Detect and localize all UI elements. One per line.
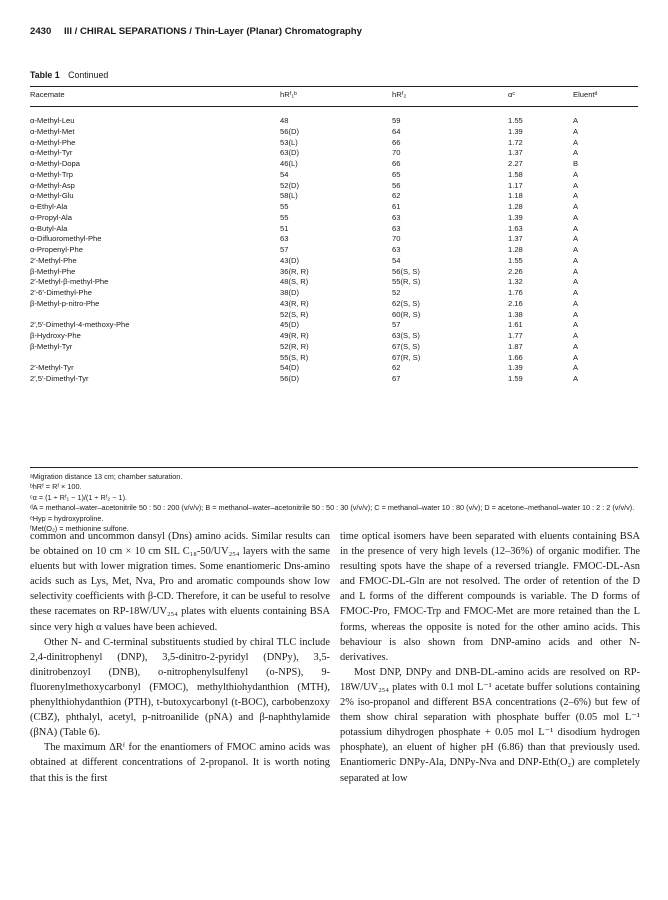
cell-hrf2: 52 <box>392 288 401 297</box>
cell-eluent: A <box>573 374 579 383</box>
cell-alpha: 2.26 <box>508 266 523 276</box>
table-row <box>30 138 638 149</box>
table-caption-text: Continued <box>68 70 109 80</box>
cell-hrf1: 51 <box>280 223 289 233</box>
cell-racemate: α-Methyl-Met <box>30 126 75 136</box>
running-title: III / CHIRAL SEPARATIONS / Thin-Layer (Planar) Chromatography <box>64 26 362 37</box>
body-paragraph: The maximum ΔRᶠ for the enantiomers of FMOC amino acids was obtained at different concentrations of 2-propanol. It is worth noting that this is the first <box>30 742 330 784</box>
cell-alpha: 1.61 <box>508 320 523 330</box>
cell-hrf2: 63 <box>392 212 401 222</box>
cell-hrf1: 54 <box>280 169 289 179</box>
cell-hrf1: 48 <box>280 116 289 125</box>
cell-eluent: A <box>573 309 579 319</box>
table-row <box>30 224 638 235</box>
cell-racemate: β-Methyl-Phe <box>30 266 76 276</box>
cell-hrf1: 46(L) <box>280 159 298 168</box>
cell-alpha: 1.32 <box>508 277 523 287</box>
cell-hrf2: 56(S, S) <box>392 266 420 276</box>
table-row <box>30 267 638 278</box>
cell-eluent: A <box>573 255 579 265</box>
cell-hrf1: 43(D) <box>280 255 299 265</box>
cell-eluent: A <box>573 363 579 373</box>
cell-racemate: 2′-Methyl-Phe <box>30 255 77 265</box>
table-row <box>30 374 638 385</box>
table-row <box>30 234 638 245</box>
cell-alpha: 1.18 <box>508 191 523 201</box>
cell-hrf2: 62 <box>392 191 401 201</box>
table-row <box>30 299 638 310</box>
cell-hrf2: 70 <box>392 148 401 158</box>
cell-racemate: 2′,5′-Dimethyl-4-methoxy-Phe <box>30 320 130 330</box>
cell-hrf1: 58(L) <box>280 191 298 201</box>
table-bottom-rule <box>30 467 638 468</box>
cell-hrf2: 54 <box>392 255 401 265</box>
cell-alpha: 1.55 <box>508 255 523 265</box>
cell-hrf2: 64 <box>392 126 401 136</box>
body-paragraph: time optical isomers have been separated with eluents containing BSA in the presence of very high levels (12–36%) of organic modifier. The resulting spots have the shape of a reversed triangle. FMOC-DL-Asn and FMOC-DL-Gln are not resolved. The order of retention of the D and L forms of the different compounds is variable. The D forms of FMOC-Pro, FMOC-Trp and FMOC-Met are more retained than the L forms, whereas the opposite is noted for the other amino acids. This behaviour is also shown from DNP-amino acids and other N-derivatives. <box>340 531 640 663</box>
cell-eluent: A <box>573 223 579 233</box>
cell-hrf1: 63(D) <box>280 148 299 158</box>
cell-eluent: A <box>573 148 579 158</box>
cell-hrf2: 66 <box>392 137 401 147</box>
cell-hrf1: 52(R, R) <box>280 341 309 351</box>
footnote: ᵈA = methanol–water–acetonitrile 50 : 50 : 200 (v/v/v); B = methanol–water–acetonitrile 50 : 50 : 30 (v/v/v); C = methanol–water 10 : 80 (v/v); D = acetone–methanol–water 10 : 2 : 2 (v/v/v). <box>30 503 635 513</box>
cell-eluent: A <box>573 331 579 340</box>
cell-racemate: α-Methyl-Leu <box>30 116 75 125</box>
cell-hrf2: 65 <box>392 169 401 179</box>
cell-alpha: 1.76 <box>508 288 523 297</box>
cell-racemate: α-Methyl-Dopa <box>30 159 80 168</box>
table-row <box>30 331 638 342</box>
cell-hrf1: 63 <box>280 234 289 244</box>
cell-eluent: A <box>573 320 579 330</box>
body-column-right <box>340 529 640 786</box>
cell-racemate: 2′-Methyl-Tyr <box>30 363 74 373</box>
table-row <box>30 277 638 288</box>
cell-hrf2: 61 <box>392 202 401 211</box>
col-header-hrf2: hRᶠ₂ <box>392 90 407 99</box>
cell-hrf2: 63(S, S) <box>392 331 420 340</box>
cell-hrf2: 67(R, S) <box>392 352 421 362</box>
cell-hrf2: 66 <box>392 159 401 168</box>
cell-hrf2: 60(R, S) <box>392 309 421 319</box>
cell-racemate: 2′,5′-Dimethyl-Tyr <box>30 374 89 383</box>
cell-hrf2: 63 <box>392 223 401 233</box>
cell-alpha: 1.66 <box>508 352 523 362</box>
cell-hrf1: 49(R, R) <box>280 331 309 340</box>
table-row <box>30 181 638 192</box>
cell-eluent: A <box>573 116 579 125</box>
cell-hrf1: 56(D) <box>280 126 299 136</box>
footnote: ᶜα = (1 ÷ Rᶠ₁ − 1)/(1 ÷ Rᶠ₂ − 1). <box>30 492 128 502</box>
cell-eluent: A <box>573 202 579 211</box>
cell-hrf1: 48(S, R) <box>280 277 309 287</box>
cell-hrf2: 55(R, S) <box>392 277 421 287</box>
cell-hrf1: 52(D) <box>280 180 299 190</box>
cell-racemate: 2′-6′-Dimethyl-Phe <box>30 288 92 297</box>
cell-racemate: α-Methyl-Phe <box>30 137 76 147</box>
cell-alpha: 1.37 <box>508 148 523 158</box>
cell-hrf1: 55 <box>280 212 289 222</box>
page-number: 2430 <box>30 26 52 37</box>
cell-eluent: A <box>573 288 579 297</box>
cell-alpha: 1.58 <box>508 169 523 179</box>
cell-eluent: A <box>573 234 579 244</box>
cell-hrf1: 52(S, R) <box>280 309 309 319</box>
cell-racemate: α-Methyl-Asp <box>30 180 75 190</box>
footnote: ᵇhRᶠ = Rᶠ × 100. <box>30 482 82 492</box>
table-row <box>30 342 638 353</box>
cell-racemate: α-Methyl-Tyr <box>30 148 73 158</box>
col-header-alpha: αᶜ <box>508 90 516 99</box>
table-caption <box>30 70 108 80</box>
footnote: ᵉHyp = hydroxyproline. <box>30 513 104 523</box>
cell-eluent: A <box>573 126 579 136</box>
cell-hrf2: 70 <box>392 234 401 244</box>
cell-eluent: A <box>573 352 579 362</box>
cell-alpha: 1.77 <box>508 331 523 340</box>
cell-eluent: A <box>573 277 579 287</box>
table-row <box>30 191 638 202</box>
cell-eluent: A <box>573 298 579 308</box>
cell-hrf1: 36(R, R) <box>280 266 309 276</box>
cell-racemate: α-Butyl-Ala <box>30 223 68 233</box>
cell-racemate: α-Propenyl-Phe <box>30 245 83 254</box>
cell-hrf1: 55 <box>280 202 289 211</box>
cell-alpha: 1.63 <box>508 223 523 233</box>
cell-alpha: 1.87 <box>508 341 523 351</box>
table-row <box>30 288 638 299</box>
cell-eluent: A <box>573 212 579 222</box>
cell-eluent: A <box>573 180 579 190</box>
body-paragraph: Other N- and C-terminal substituents studied by chiral TLC include 2,4-dinitrophenyl (DNP), 3,5-dinitro-2-pyridyl (DNPy), 3,5-dinitrobenzoyl (DNB), o-nitrophenylsulfenyl (o-NPS), 9-fluorenylmethoxycarbonyl (FMOC), methylthiohydanthion (MTH), phenylthiohydanthion (PTH), t-butoxycarbonyl (t-BOC), carbobenzoxy (CBZ), phthalyl, acetyl, p-nitroanilide (pNA) and β-naphthylamide (βNA) (Table 6). <box>30 636 330 739</box>
col-header-racemate: Racemate <box>30 90 65 99</box>
table-row <box>30 148 638 159</box>
table-row <box>30 202 638 213</box>
cell-racemate: 2′-Methyl-β-methyl-Phe <box>30 277 109 287</box>
cell-eluent: A <box>573 191 579 201</box>
table-row <box>30 245 638 256</box>
cell-alpha: 1.39 <box>508 126 523 136</box>
cell-racemate: α-Ethyl-Ala <box>30 202 68 211</box>
table-row <box>30 116 638 127</box>
table-top-rule <box>30 86 638 87</box>
cell-alpha: 1.72 <box>508 137 523 147</box>
cell-hrf1: 54(D) <box>280 363 299 373</box>
body-paragraph: common and uncommon dansyl (Dns) amino acids. Similar results can be obtained on 10 cm × 10 cm SIL C₁₈-50/UV₂₅₄ layers with the same eluents but with lower migration times. Some enantiomeric Dns-amino acids such as Lys, Met, Nva, Pro and aromatic compounds show low selectivity coefficients with β-CD. Therefore, it can be useful to resolve these racemates on RP-18W/UV₂₅₄ plates with eluents containing BSA since very high α values have been achieved. <box>30 531 330 633</box>
table-header-rule <box>30 106 638 107</box>
cell-hrf2: 57 <box>392 320 401 330</box>
col-header-eluent: Eluentᵈ <box>573 90 598 99</box>
cell-hrf1: 56(D) <box>280 374 299 383</box>
cell-alpha: 2.16 <box>508 298 523 308</box>
footnote: ᵃMigration distance 13 cm; chamber saturation. <box>30 472 183 481</box>
cell-alpha: 1.17 <box>508 180 523 190</box>
cell-racemate: β-Hydroxy-Phe <box>30 331 81 340</box>
table-row <box>30 127 638 138</box>
table-body <box>30 116 638 385</box>
cell-eluent: A <box>573 245 579 254</box>
body-column-left <box>30 529 330 786</box>
table-row <box>30 256 638 267</box>
cell-hrf1: 45(D) <box>280 320 299 330</box>
cell-eluent: A <box>573 169 579 179</box>
cell-racemate: α-Propyl-Ala <box>30 212 72 222</box>
cell-alpha: 1.37 <box>508 234 523 244</box>
cell-hrf2: 62 <box>392 363 401 373</box>
cell-hrf2: 59 <box>392 116 401 125</box>
cell-racemate: β-Methyl-p-nitro-Phe <box>30 298 100 308</box>
cell-hrf2: 67(S, S) <box>392 341 420 351</box>
table-row <box>30 159 638 170</box>
cell-alpha: 1.59 <box>508 374 523 383</box>
cell-eluent: A <box>573 266 579 276</box>
cell-hrf1: 43(R, R) <box>280 298 309 308</box>
table-row <box>30 310 638 321</box>
table-row <box>30 213 638 224</box>
running-header <box>30 26 362 37</box>
cell-eluent: A <box>573 341 579 351</box>
table-row <box>30 363 638 374</box>
cell-alpha: 2.27 <box>508 159 523 168</box>
cell-alpha: 1.55 <box>508 116 523 125</box>
footnote: ᶠMet(O₂) = methionine sulfone. <box>30 524 129 534</box>
cell-alpha: 1.39 <box>508 363 523 373</box>
cell-racemate: α-Methyl-Trp <box>30 169 73 179</box>
cell-hrf2: 67 <box>392 374 401 383</box>
cell-eluent: A <box>573 137 579 147</box>
cell-alpha: 1.39 <box>508 212 523 222</box>
table-header-row <box>30 90 638 104</box>
cell-hrf2: 62(S, S) <box>392 298 420 308</box>
table-footnotes <box>30 472 640 534</box>
cell-hrf1: 53(L) <box>280 137 298 147</box>
cell-alpha: 1.28 <box>508 245 523 254</box>
table-label: Table 1 <box>30 70 60 80</box>
cell-racemate: α-Difluoromethyl-Phe <box>30 234 102 244</box>
cell-racemate: α-Methyl-Glu <box>30 191 74 201</box>
cell-hrf1: 38(D) <box>280 288 299 297</box>
col-header-hrf1: hRᶠ₁ᵇ <box>280 90 297 99</box>
cell-alpha: 1.28 <box>508 202 523 211</box>
table-row <box>30 353 638 364</box>
body-paragraph: Most DNP, DNPy and DNB-DL-amino acids are resolved on RP-18W/UV₂₅₄ plates with 0.1 mol L⁻¹ acetate buffer solutions containing 2% iso-propanol and different BSA concentrations (2–6%) but few of them show chiral separation with phosphate buffer (0.05 mol L⁻¹ potassium dihydrogen phosphate + 0.05 mol L⁻¹ disodium hydrogen phosphate), an eluent of higher pH (6.86) than that previously used. Enantiomeric DNPy-Ala, DNPy-Nva and DNP-Eth(O₂) are completely separated at low <box>340 666 640 784</box>
cell-hrf2: 56 <box>392 180 401 190</box>
table-row <box>30 320 638 331</box>
cell-alpha: 1.38 <box>508 309 523 319</box>
cell-hrf2: 63 <box>392 245 401 254</box>
cell-hrf1: 55(S, R) <box>280 352 309 362</box>
cell-eluent: B <box>573 159 579 168</box>
cell-hrf1: 57 <box>280 245 289 254</box>
cell-racemate: β-Methyl-Tyr <box>30 341 73 351</box>
table-row <box>30 170 638 181</box>
